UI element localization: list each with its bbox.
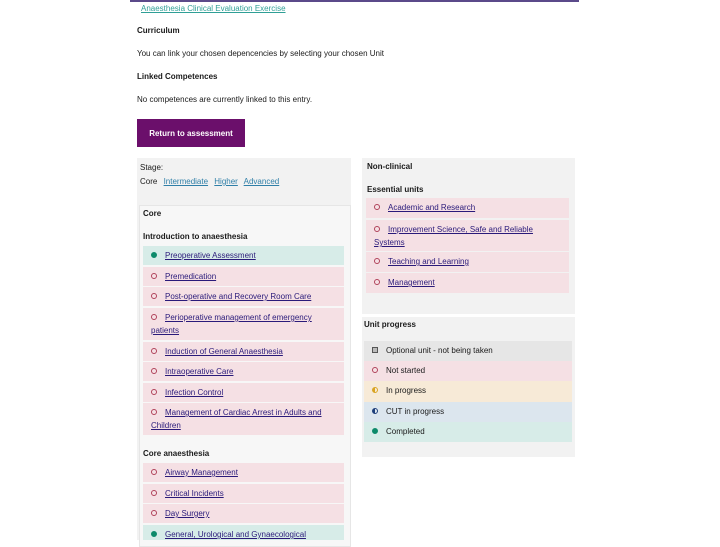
unit-link[interactable]: Intraoperative Care — [165, 367, 234, 376]
cut-in-progress-icon — [372, 408, 378, 414]
unit-link[interactable]: Critical Incidents — [165, 489, 224, 498]
curriculum-heading: Curriculum — [137, 26, 180, 35]
unit-preoperative-assessment[interactable] — [143, 246, 344, 265]
curriculum-description: You can link your chosen depencencies by selecting your chosen Unit — [137, 49, 384, 58]
unit-link[interactable]: Preoperative Assessment — [165, 251, 256, 260]
unit-cardiac-arrest[interactable] — [143, 403, 344, 435]
legend-completed — [364, 422, 572, 442]
return-to-assessment-button[interactable]: Return to assessment — [137, 119, 245, 147]
intro-anaesthesia-heading: Introduction to anaesthesia — [143, 232, 248, 241]
legend-label: Completed — [386, 427, 425, 436]
not-started-icon — [374, 226, 380, 232]
not-started-icon — [151, 348, 157, 354]
unit-link[interactable]: Airway Management — [165, 468, 238, 477]
unit-improvement-science[interactable] — [366, 220, 569, 251]
unit-critical-incidents[interactable] — [143, 484, 344, 503]
legend-label: In progress — [386, 386, 427, 395]
legend-not-started — [364, 361, 572, 381]
not-started-icon — [151, 293, 157, 299]
unit-perioperative-emergency[interactable] — [143, 308, 344, 340]
unit-day-surgery[interactable] — [143, 504, 344, 523]
in-progress-icon — [372, 387, 378, 393]
unit-induction-ga[interactable] — [143, 342, 344, 361]
not-started-icon — [151, 389, 157, 395]
unit-premedication[interactable] — [143, 267, 344, 286]
optional-icon — [372, 347, 378, 353]
completed-icon — [151, 252, 157, 258]
not-started-icon — [151, 409, 157, 415]
unit-post-operative-care[interactable] — [143, 287, 344, 306]
nonclinical-heading: Non-clinical — [367, 162, 413, 171]
unit-link[interactable]: Day Surgery — [165, 509, 210, 518]
stage-label: Stage: — [140, 163, 164, 172]
legend-label: CUT in progress — [386, 407, 445, 416]
unit-link[interactable]: Post-operative and Recovery Room Care — [165, 292, 312, 301]
not-started-icon — [374, 204, 380, 210]
not-started-icon — [372, 367, 378, 373]
stage-selector — [140, 177, 283, 186]
not-started-icon — [374, 258, 380, 264]
not-started-icon — [374, 279, 380, 285]
unit-infection-control[interactable] — [143, 383, 344, 402]
stage-link-advanced[interactable]: Advanced — [243, 177, 280, 186]
top-border — [130, 0, 579, 2]
unit-link[interactable]: Management of Cardiac Arrest in Adults and Children — [151, 408, 322, 430]
unit-academic-research[interactable] — [366, 198, 569, 218]
unit-link[interactable]: Improvement Science, Safe and Reliable Systems — [374, 225, 533, 247]
unit-link[interactable]: General, Urological and Gynaecological — [165, 530, 306, 539]
core-heading: Core — [143, 209, 162, 218]
not-started-icon — [151, 273, 157, 279]
unit-link[interactable]: Teaching and Learning — [388, 257, 469, 266]
unit-teaching-learning[interactable] — [366, 252, 569, 272]
stage-link-higher[interactable]: Higher — [214, 177, 238, 186]
unit-link[interactable]: Perioperative management of emergency patients — [151, 313, 312, 335]
not-started-icon — [151, 368, 157, 374]
completed-icon — [372, 428, 378, 434]
unit-airway-management[interactable] — [143, 463, 344, 482]
unit-management[interactable] — [366, 273, 569, 293]
linked-competences-heading: Linked Competences — [137, 72, 218, 81]
unit-intraoperative-care[interactable] — [143, 362, 344, 381]
unit-general-urological[interactable] — [143, 525, 344, 540]
no-competences-text: No competences are currently linked to this entry. — [137, 95, 313, 104]
essential-units-heading: Essential units — [367, 185, 424, 194]
legend-label: Optional unit - not being taken — [386, 346, 493, 355]
unit-link[interactable]: Academic and Research — [388, 203, 476, 212]
legend-label: Not started — [386, 366, 426, 375]
not-started-icon — [151, 469, 157, 475]
unit-link[interactable]: Infection Control — [165, 388, 224, 397]
legend-optional — [364, 341, 572, 361]
assessment-title-link[interactable]: Anaesthesia Clinical Evaluation Exercise — [141, 4, 286, 13]
unit-progress-heading: Unit progress — [364, 320, 417, 329]
legend-in-progress — [364, 381, 572, 402]
stage-current: Core — [140, 177, 158, 186]
stage-link-intermediate[interactable]: Intermediate — [163, 177, 209, 186]
unit-link[interactable]: Management — [388, 278, 435, 287]
legend-cut-in-progress — [364, 402, 572, 422]
not-started-icon — [151, 510, 157, 516]
core-anaesthesia-heading: Core anaesthesia — [143, 449, 210, 458]
completed-icon — [151, 531, 157, 537]
unit-link[interactable]: Induction of General Anaesthesia — [165, 347, 283, 356]
not-started-icon — [151, 490, 157, 496]
not-started-icon — [151, 314, 157, 320]
unit-link[interactable]: Premedication — [165, 272, 217, 281]
